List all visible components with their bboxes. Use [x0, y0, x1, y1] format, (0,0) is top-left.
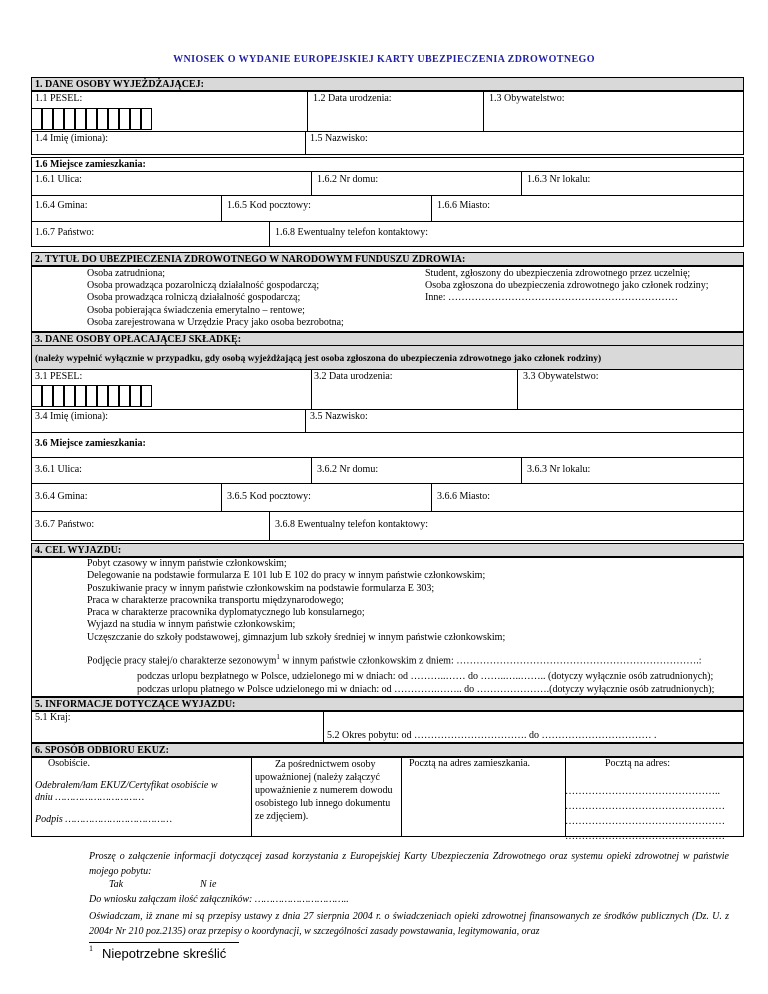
- footnote-text: Niepotrzebne skreślić: [102, 946, 227, 961]
- flat-number-label: 1.6.3 Nr lokalu:: [527, 174, 591, 185]
- insurance-title-list-right: [425, 268, 709, 305]
- payer-citizenship-label: 3.3 Obywatelstwo:: [523, 371, 599, 382]
- stay-period-label: 5.2 Okres pobytu: od ……………………………. do …………………………… .: [327, 730, 657, 741]
- payer-last-name-label: 3.5 Nazwisko:: [310, 411, 368, 422]
- trip-purpose-option: Praca w charakterze pracownika transportu międzynarodowego;: [87, 594, 344, 606]
- citizenship-label: 1.3 Obywatelstwo:: [489, 93, 565, 104]
- payer-country-label: 3.6.7 Państwo:: [35, 519, 95, 530]
- payer-first-name-label: 3.4 Imię (imiona):: [35, 411, 109, 422]
- pesel-digit-cell[interactable]: [119, 385, 130, 407]
- pesel-digit-cell[interactable]: [64, 385, 75, 407]
- trip-country-label: 5.1 Kraj:: [35, 712, 71, 723]
- address-line: …………………………………………: [565, 801, 725, 812]
- house-number-label: 1.6.2 Nr domu:: [317, 174, 379, 185]
- received-personally-line: Odebrałem/łam EKUZ/Certyfikat osobiście w dniu …………………………: [35, 780, 218, 803]
- insurance-title-option: Osoba prowadząca rolniczą działalność gospodarczą;: [87, 292, 301, 304]
- pesel-digit-cell[interactable]: [108, 108, 119, 130]
- mail-address-lines[interactable]: [565, 784, 725, 844]
- footnote-number: 1: [89, 944, 93, 953]
- unpaid-leave-line: podczas urlopu bezpłatnego w Polsce, udzielonego mi w dniach: od ………..…… do ……..…..…….. (dotyczy wyłącznie osób zatrudnionych);: [137, 671, 714, 682]
- pesel-digit-cell[interactable]: [75, 385, 86, 407]
- paid-leave-line: podczas urlopu płatnego w Polsce udzielonego mi w dniach: od ………….…….. do ………………….(dotyczy wyłącznie osób zatrudnionych);: [137, 684, 715, 695]
- insurance-title-option: Osoba zatrudniona;: [87, 268, 166, 279]
- pesel-digit-cell[interactable]: [141, 385, 152, 407]
- attachments-count-line: Do wniosku załączam ilość załączników: …………………………..: [89, 894, 349, 905]
- pesel-digit-cell[interactable]: [42, 108, 53, 130]
- payer-postcode-label: 3.6.5 Kod pocztowy:: [227, 491, 311, 502]
- pesel-digit-cell[interactable]: [75, 108, 86, 130]
- pesel-digit-cell[interactable]: [86, 108, 97, 130]
- insurance-title-option: Inne: ……………………………………………………………: [425, 292, 679, 304]
- pesel-digit-cell[interactable]: [97, 108, 108, 130]
- personal-pickup-option: Osobiście.: [48, 758, 90, 769]
- city-label: 1.6.6 Miasto:: [437, 200, 491, 211]
- form-title: WNIOSEK O WYDANIE EUROPEJSKIEJ KARTY UBEZPIECZENIA ZDROWOTNEGO: [173, 54, 595, 65]
- payer-residence-label: 3.6 Miejsce zamieszkania:: [35, 438, 146, 449]
- pesel-digit-cell[interactable]: [53, 108, 64, 130]
- insurance-title-option: Osoba zarejestrowana w Urzędzie Pracy jako osoba bezrobotna;: [87, 316, 344, 328]
- payer-flat-number-label: 3.6.3 Nr lokalu:: [527, 464, 591, 475]
- pesel-digit-cell[interactable]: [141, 108, 152, 130]
- payer-street-label: 3.6.1 Ulica:: [35, 464, 82, 475]
- trip-purpose-option: Wyjazd na studia w innym państwie członkowskim;: [87, 619, 296, 631]
- pesel-digit-cell[interactable]: [130, 108, 141, 130]
- trip-purpose-option: Uczęszczanie do szkoły podstawowej, gimnazjum lub szkoły średniej w innym państwie członkowskim;: [87, 631, 506, 643]
- no-option: N ie: [200, 879, 217, 890]
- insurance-title-option: Osoba prowadząca pozarolniczą działalność gospodarczą;: [87, 280, 320, 292]
- trip-purpose-option: Poszukiwanie pracy w innym państwie członkowskim na podstawie formularza E 303;: [87, 582, 435, 594]
- insurance-title-list-left: [87, 268, 344, 329]
- section-2-header: 2. TYTUŁ DO UBEZPIECZENIA ZDROWOTNEGO W NARODOWYM FUNDUSZU ZDROWIA:: [31, 252, 744, 266]
- payer-house-number-label: 3.6.2 Nr domu:: [317, 464, 379, 475]
- birth-date-label: 1.2 Data urodzenia:: [313, 93, 392, 104]
- payer-phone-label: 3.6.8 Ewentualny telefon kontaktowy:: [275, 519, 429, 530]
- country-label: 1.6.7 Państwo:: [35, 227, 95, 238]
- yes-option: Tak: [109, 879, 124, 890]
- phone-label: 1.6.8 Ewentualny telefon kontaktowy:: [275, 227, 429, 238]
- address-line: ………………………………………..: [565, 786, 720, 797]
- section-1-header: 1. DANE OSOBY WYJEŻDŻAJĄCEJ:: [31, 77, 744, 91]
- pesel-digit-cell[interactable]: [119, 108, 130, 130]
- info-request-text: Proszę o załączenie informacji dotyczącej zasad korzystania z Europejskiej Karty Ubezpieczenia Zdrowotnego oraz systemu opieki zdrowotnej w państwie mojego pobytu:: [89, 851, 729, 877]
- insurance-title-option: Osoba pobierająca świadczenia emerytalno – rentowe;: [87, 304, 305, 316]
- section-4-header: 4. CEL WYJAZDU:: [31, 543, 744, 557]
- address-line: …………………………………………: [565, 816, 725, 827]
- mail-home-option: Pocztą na adres zamieszkania.: [409, 758, 531, 769]
- pesel-digit-cell[interactable]: [108, 385, 119, 407]
- section-3-note: (należy wypełnić wyłącznie w przypadku, gdy osobą wyjeżdżającą jest osoba zgłoszona do ubezpieczenia zdrowotnego jako członek rodziny): [35, 354, 602, 364]
- employment-line: Podjęcie pracy stałej/o charakterze sezonowym$^1$ w innym państwie członkowskim z dniem: ……………………………………………………………….:: [87, 653, 702, 667]
- payer-city-label: 3.6.6 Miasto:: [437, 491, 491, 502]
- section-3-header: 3. DANE OSOBY OPŁACAJĄCEJ SKŁADKĘ:: [31, 332, 744, 346]
- pesel-label: 1.1 PESEL:: [35, 93, 83, 104]
- insurance-title-option: Student, zgłoszony do ubezpieczenia zdrowotnego przez uczelnię;: [425, 268, 691, 279]
- section-5-header: 5. INFORMACJE DOTYCZĄCE WYJAZDU:: [31, 697, 744, 711]
- commune-label: 1.6.4 Gmina:: [35, 200, 88, 211]
- trip-purpose-option: Pobyt czasowy w innym państwie członkowskim;: [87, 558, 287, 569]
- payer-commune-label: 3.6.4 Gmina:: [35, 491, 88, 502]
- pesel-digit-cell[interactable]: [31, 385, 42, 407]
- payer-pesel-label: 3.1 PESEL:: [35, 371, 83, 382]
- address-line: …………………………………………: [565, 831, 725, 842]
- street-label: 1.6.1 Ulica:: [35, 174, 82, 185]
- last-name-label: 1.5 Nazwisko:: [310, 133, 368, 144]
- pesel-digit-cell[interactable]: [86, 385, 97, 407]
- pesel-digit-cell[interactable]: [53, 385, 64, 407]
- trip-purpose-option: Praca w charakterze pracownika dyplomatycznego lub konsularnego;: [87, 607, 365, 619]
- residence-label: 1.6 Miejsce zamieszkania:: [35, 159, 146, 170]
- first-name-label: 1.4 Imię (imiona):: [35, 133, 109, 144]
- insurance-title-option: Osoba zgłoszona do ubezpieczenia zdrowotnego jako członek rodziny;: [425, 280, 709, 292]
- payer-birth-date-label: 3.2 Data urodzenia:: [314, 371, 393, 382]
- pesel-digit-cell[interactable]: [97, 385, 108, 407]
- trip-purpose-option: Delegowanie na podstawie formularza E 101 lub E 102 do pracy w innym państwie członkowskim;: [87, 570, 486, 582]
- pesel-digit-cell[interactable]: [130, 385, 141, 407]
- mail-address-option: Pocztą na adres:: [605, 758, 670, 769]
- signature-line: Podpis ………………………………: [35, 814, 172, 825]
- proxy-pickup-option: Za pośrednictwem osoby upoważnionej (należy załączyć upoważnienie z numerem dowodu osobistego lub innego dokumentu ze zdjęciem).: [255, 759, 393, 822]
- pesel-digit-cell[interactable]: [42, 385, 53, 407]
- trip-purpose-list: [87, 558, 505, 644]
- postcode-label: 1.6.5 Kod pocztowy:: [227, 200, 311, 211]
- declaration-text: Oświadczam, iż znane mi są przepisy ustawy z dnia 27 sierpnia 2004 r. o świadczeniach opieki zdrowotnej finansowanych ze środków publicznych (Dz. U. z 2004r Nr 210 poz.2135) oraz przepisy o koordynacji, w szczególności zasady powstawania, legitymowania, oraz: [89, 911, 729, 937]
- section-6-header: 6. SPOSÓB ODBIORU EKUZ:: [31, 743, 744, 757]
- pesel-digit-cell[interactable]: [31, 108, 42, 130]
- pesel-digit-cell[interactable]: [64, 108, 75, 130]
